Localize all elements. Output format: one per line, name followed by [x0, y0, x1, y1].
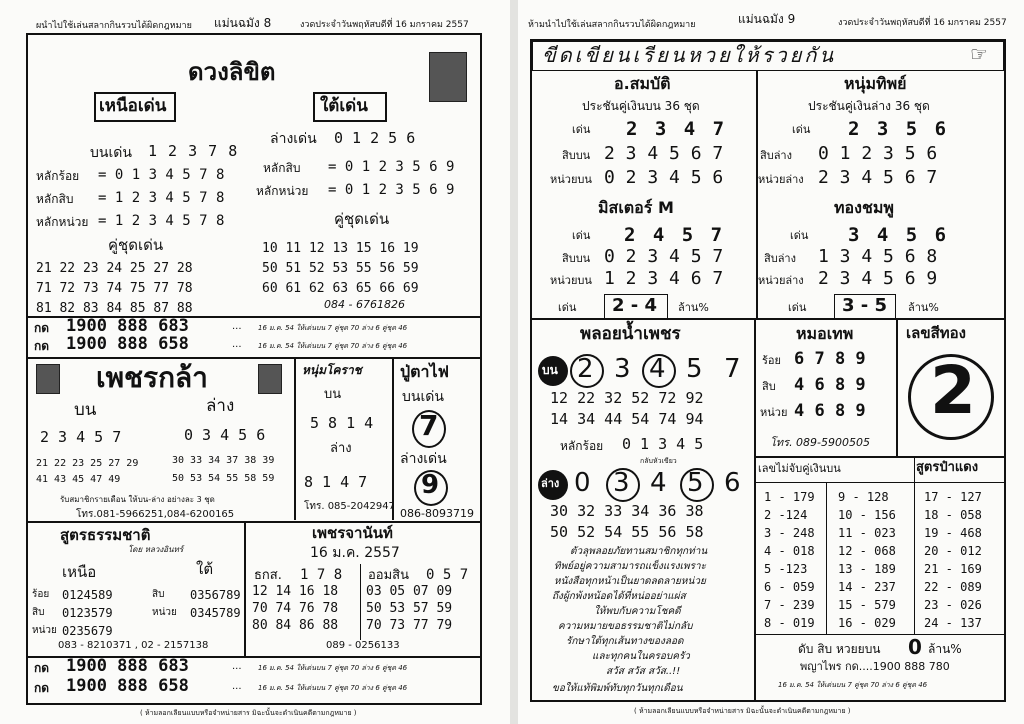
divider [754, 456, 1006, 458]
hom-row-label: หน่วย [760, 406, 788, 419]
sutra-row-label: หน่วย [152, 607, 177, 618]
divider [896, 318, 898, 456]
thip-row-label: หน่วยล่าง [758, 173, 804, 186]
mister-box-value: 2 - 4 [612, 295, 658, 316]
divider [244, 521, 246, 656]
ploy-verse-line: ถึงผู้กพ้งหน้อดได้ที่หน่ออย่าแผ่ส [552, 591, 686, 602]
page-gutter [510, 0, 518, 724]
north-bon-digits: 1 2 3 7 8 [148, 142, 239, 160]
sutra-phone: 083 - 8210371 , 02 - 2157138 [58, 640, 209, 651]
south-pairs-line: 60 61 62 63 65 66 69 [262, 281, 419, 296]
petch-lang-digits: 0 3 4 5 6 [184, 426, 266, 444]
ploy-hundred-digits: 0 1 3 4 5 [622, 435, 704, 453]
ploy-lang-digit: 3 [613, 468, 630, 498]
thip-den-label: เด่น [792, 123, 811, 136]
ploy-bon-digit: 4 [649, 354, 666, 384]
ploy-verse-line: ขอให้แท้พิมพ์ทับทุกวันทุกเดือน [552, 683, 683, 694]
call-prefix: กด [34, 661, 50, 675]
left-page-label: แม่นฉมัง 8 [214, 16, 272, 30]
south-phone: 084 - 6761826 [324, 298, 405, 311]
ploy-bon-pairs: 12 22 32 52 72 92 [550, 389, 704, 407]
pa-item: 23 - 026 [924, 598, 982, 612]
thong-box-value: 3 - 5 [842, 295, 888, 316]
divider [26, 357, 482, 359]
jan-left-label: ธกส. [254, 568, 282, 583]
nomatch-item: 6 - 059 [764, 580, 815, 594]
thip-row-value: 0 1 2 3 5 6 [818, 143, 938, 164]
thong-den-label: เด่น [790, 229, 809, 242]
ploy-bon-digit: 5 [686, 354, 703, 384]
petch-bon-pairs: 21 22 23 25 27 29 [36, 458, 139, 469]
pa-item: 11 - 023 [838, 526, 896, 540]
pa-item: 13 - 189 [838, 562, 896, 576]
petch-note: รับสมาชิกรายเดือน ให้บน-ล่าง อย่างละ 3 ชุด [60, 495, 215, 504]
north-row-label: หลักหน่วย [36, 215, 89, 229]
north-row-value: = 1 2 3 4 5 7 8 [98, 213, 225, 229]
petch-lang-pairs: 50 53 54 55 58 59 [172, 473, 275, 484]
right-note: 16 ม.ค. 54 ให้เด่นบน 7 คู่ชุด 70 ล่าง 6 คู่ชุด 46 [778, 681, 928, 689]
gold-digit: 2 [930, 352, 976, 429]
ploy-verse-line: ให้พบกับความโชคดี [594, 606, 681, 617]
ploy-verse-line: ความหมายขอธรรมชาติไม่กลับ [558, 621, 693, 632]
ploy-lang-digit: 6 [724, 468, 741, 498]
right-header-disclaimer: ห้ามนำไปใช้เล่นสลากกินรวบได้ผิดกฎหมาย [528, 20, 696, 30]
south-row-value: = 0 1 2 3 5 6 9 [328, 159, 455, 175]
divider [754, 634, 1006, 635]
ploy-lang-pairs: 50 52 54 55 56 58 [550, 523, 704, 541]
gold-title: เลขสีทอง [906, 324, 966, 342]
pa-item: 24 - 137 [924, 616, 982, 630]
thong-row-label: หน่วยล่าง [758, 274, 804, 287]
noom-lang-label: ล่าง [330, 441, 352, 456]
pu-lang-label: ล่างเด่น [400, 451, 447, 467]
thong-row-value: 1 3 4 5 6 8 [818, 246, 938, 267]
sutra-row-value: 0235679 [62, 624, 113, 638]
divider [294, 357, 296, 520]
jan-right-pairs: 50 53 57 59 [366, 601, 453, 616]
call-dots: ... [232, 661, 242, 672]
sutra-row-label: ร้อย [32, 589, 50, 600]
sutra-author: โดย หลวงอินทร์ [128, 545, 184, 554]
ploy-lang-pairs: 30 32 33 34 36 38 [550, 502, 704, 520]
call-prefix: กด [34, 321, 50, 335]
pa-item: 18 - 058 [924, 508, 982, 522]
sutra-row-value: 0124589 [62, 588, 113, 602]
dab-text: ดับ สิบ หวยยบน [798, 642, 881, 656]
mister-row-value: 0 2 3 4 5 7 [604, 246, 724, 267]
jan-title: เพชรจานันท์ [312, 524, 393, 542]
left-footer: ( ห้ามลอกเลียนแบบหรือจำหน่ายสาร มิฉะนั้นจะดำเนินคดีตามกฎหมาย ) [140, 709, 357, 717]
dab-unit: ล้าน% [928, 642, 962, 656]
jan-left-pairs: 70 74 76 78 [252, 601, 339, 616]
nomatch-item: 5 -123 [764, 562, 808, 576]
mister-den-digits: 2 4 5 7 [624, 224, 726, 246]
sutra-title: สูตรธรรมชาติ [60, 526, 151, 544]
ploy-verse-line: หนังสือทุกหน้าเป็นยาดลดลายหน่วย [554, 576, 706, 587]
ploy-verse-line: สวัส สวัส สวัส..!! [606, 666, 681, 677]
duang-title: ดวงลิขิต [188, 58, 276, 86]
som-den-label: เด่น [572, 123, 591, 136]
pa-item: 12 - 068 [838, 544, 896, 558]
thip-row-label: สิบล่าง [760, 149, 792, 162]
sutra-row-label: หน่วย [32, 625, 57, 636]
ploy-bon-pairs: 14 34 44 54 74 94 [550, 410, 704, 428]
divider [754, 482, 1006, 483]
right-header-date: งวดประจำวันพฤหัสบดีที่ 16 มกราคม 2557 [838, 18, 1007, 28]
ploy-bon-digit: 7 [724, 354, 741, 384]
pa-item: 22 - 089 [924, 580, 982, 594]
mister-box-label: เด่น [558, 301, 577, 314]
right-page-label: แม่นฉมัง 9 [738, 12, 796, 26]
thip-subtitle: ประชันคู่เงินล่าง 36 ชุด [808, 99, 930, 113]
sutra-south-label: ใต้ [196, 560, 214, 578]
hom-phone: โทร. 089-5900505 [770, 436, 871, 449]
petch-bon-label: บน [74, 400, 97, 420]
nomatch-item: 1 - 179 [764, 490, 815, 504]
pu-title: ปู่ตาไฟ [400, 362, 449, 381]
call-dots: ... [232, 681, 242, 692]
jan-left-pairs: 12 14 16 18 [252, 584, 339, 599]
thong-unit: ล้าน% [908, 301, 939, 314]
gray-corner-mark [36, 364, 60, 394]
divider [530, 318, 1006, 320]
ploy-verse-line: ทิพย์อยู่ความสามารถแข็งแรงเพราะ [554, 561, 707, 572]
pu-phone: 086-8093719 [400, 507, 474, 520]
south-row-label: หลักหน่วย [256, 184, 309, 198]
south-row-label: หลักสิบ [263, 161, 301, 175]
jan-right-digits: 0 5 7 [426, 567, 469, 583]
thong-row-value: 2 3 4 5 6 9 [818, 268, 938, 289]
nomatch-item: 7 - 239 [764, 598, 815, 612]
mister-den-label: เด่น [572, 229, 591, 242]
ploy-lang-digit: 0 [574, 468, 591, 498]
divider [826, 482, 827, 634]
som-den-digits: 2 3 4 7 [626, 118, 728, 140]
pu-bon-label: บนเด่น [402, 389, 444, 405]
south-row-value: = 0 1 2 3 5 6 9 [328, 182, 455, 198]
south-pairs-title: คู่ชุดเด่น [334, 210, 390, 228]
som-title: อ.สมบัติ [614, 74, 671, 93]
dab-digit: 0 [908, 635, 922, 659]
gray-corner-mark [258, 364, 282, 394]
north-pairs-line: 81 82 83 84 85 87 88 [36, 301, 193, 316]
north-row-value: = 1 2 3 4 5 7 8 [98, 190, 225, 206]
hom-row-value: 4 6 8 9 [794, 401, 866, 421]
hom-row-label: สิบ [762, 380, 776, 393]
hom-row-value: 4 6 8 9 [794, 375, 866, 395]
divider [754, 318, 756, 702]
north-pairs-line: 71 72 73 74 75 77 78 [36, 281, 193, 296]
ploy-bon-label: บน [542, 363, 558, 377]
pa-item: 16 - 029 [838, 616, 896, 630]
pa-item: 21 - 169 [924, 562, 982, 576]
call-prefix: กด [34, 681, 50, 695]
call-note: 16 ม.ค. 54 ให้เด่นบน 7 คู่ชุด 70 ล่าง 6 คู่ชุด 46 [258, 664, 408, 672]
hom-row-label: ร้อย [762, 354, 781, 367]
noom-bon-label: บน [324, 387, 342, 402]
pa-item: 15 - 579 [838, 598, 896, 612]
left-page [0, 0, 510, 724]
north-row-value: = 0 1 3 4 5 7 8 [98, 167, 225, 183]
pu-bon-digit: 7 [419, 409, 439, 442]
mister-row-label: หน่วยบน [550, 274, 592, 287]
ploy-bon-digit: 3 [614, 354, 631, 384]
call-number: 1900 888 658 [66, 676, 189, 696]
noom-bon-digits: 5 8 1 4 [310, 414, 374, 432]
petch-bon-pairs: 41 43 45 47 49 [36, 474, 121, 485]
right-footer: ( ห้ามลอกเลียนแบบหรือจำหน่ายสาร มิฉะนั้นจะดำเนินคดีตามกฎหมาย ) [634, 707, 851, 715]
nomatch-item: 2 -124 [764, 508, 808, 522]
petch-bon-digits: 2 3 4 5 7 [40, 428, 122, 446]
nomatch-item: 3 - 248 [764, 526, 815, 540]
pyakrai-line: พญาไพร กด....1900 888 780 [800, 660, 950, 673]
call-number: 1900 888 658 [66, 334, 189, 354]
som-row-label: หน่วยบน [550, 173, 592, 186]
petch-title: เพชรกล้า [96, 361, 208, 394]
jan-right-label: ออมสิน [368, 568, 410, 583]
petch-lang-label: ล่าง [206, 396, 235, 416]
pa-item: 20 - 012 [924, 544, 982, 558]
ploy-lang-digit: 5 [687, 468, 704, 498]
mister-unit: ล้าน% [678, 301, 709, 314]
hand-icon: ☞ [970, 42, 988, 66]
sutra-row-value: 0345789 [190, 606, 241, 620]
sutra-row-label: สิบ [152, 589, 165, 600]
jan-left-digits: 1 7 8 [300, 567, 343, 583]
north-label: เหนือเด่น [99, 96, 167, 116]
call-dots: ... [232, 321, 242, 332]
call-note: 16 ม.ค. 54 ให้เด่นบน 7 คู่ชุด 70 ล่าง 6 คู่ชุด 46 [258, 684, 408, 692]
som-row-value: 2 3 4 5 6 7 [604, 143, 724, 164]
north-pairs-title: คู่ชุดเด่น [108, 236, 164, 254]
jan-right-pairs: 70 73 77 79 [366, 618, 453, 633]
jan-left-pairs: 80 84 86 88 [252, 618, 339, 633]
right-page [518, 0, 1024, 724]
north-bon-label: บนเด่น [90, 145, 132, 161]
ploy-bon-digit: 2 [577, 354, 594, 384]
mister-row-label: สิบบน [562, 252, 591, 265]
mister-row-value: 1 2 3 4 6 7 [604, 268, 724, 289]
divider [360, 564, 361, 640]
thip-row-value: 2 3 4 5 6 7 [818, 167, 938, 188]
ploy-title: พลอยน้ำเพชร [580, 324, 681, 344]
north-pairs-line: 21 22 23 24 25 27 28 [36, 261, 193, 276]
hom-row-value: 6 7 8 9 [794, 349, 866, 369]
noom-lang-digits: 8 1 4 7 [304, 473, 368, 491]
call-prefix: กด [34, 339, 50, 353]
ploy-lang-label: ล่าง [541, 477, 560, 490]
ploy-sub-note: กลับหัวเขียว [640, 457, 677, 465]
som-row-value: 0 2 3 4 5 6 [604, 167, 724, 188]
south-pairs-line: 10 11 12 13 15 16 19 [262, 241, 419, 256]
call-number: 1900 888 683 [66, 316, 189, 336]
pa-item: 10 - 156 [838, 508, 896, 522]
ploy-verse-line: ตัวลุพลอยภัยทานสมาชิกทุกท่าน [570, 546, 708, 557]
south-lang-digits: 0 1 2 5 6 [334, 129, 416, 147]
south-pairs-line: 50 51 52 53 55 56 59 [262, 261, 419, 276]
ploy-verse-line: รักษาใต้ทุกเส้นทางของลอด [566, 636, 684, 647]
som-row-label: สิบบน [562, 149, 591, 162]
thong-box-label: เด่น [788, 301, 807, 314]
mister-title: มิสเตอร์ M [598, 198, 674, 217]
divider [392, 357, 394, 520]
north-row-label: หลักร้อย [36, 169, 80, 183]
gray-corner-mark [429, 52, 467, 102]
pa-item: 14 - 237 [838, 580, 896, 594]
pu-lang-digit: 9 [421, 470, 440, 500]
call-note: 16 ม.ค. 54 ให้เด่นบน 7 คู่ชุด 70 ล่าง 6 คู่ชุด 46 [258, 342, 408, 350]
nomatch-item: 8 - 019 [764, 616, 815, 630]
south-lang-label: ล่างเด่น [270, 131, 317, 147]
jan-phone: 089 - 0256133 [326, 640, 400, 651]
som-subtitle: ประชันคู่เงินบน 36 ชุด [582, 99, 700, 113]
divider [26, 521, 482, 523]
south-label: ใต้เด่น [320, 96, 368, 116]
nomatch-title: เลขไม่จับคู่เงินบน [758, 462, 841, 475]
pa-item: 9 - 128 [838, 490, 889, 504]
left-header-date: งวดประจำวันพฤหัสบดีที่ 16 มกราคม 2557 [300, 20, 469, 30]
noom-title: หนุ่มโคราช [302, 363, 362, 377]
call-dots: ... [232, 339, 242, 350]
ploy-hundred-label: หลักร้อย [560, 439, 604, 453]
thip-den-digits: 2 3 5 6 [848, 118, 950, 140]
ploy-verse-line: และทุกคนในครอบครัว [592, 651, 690, 662]
divider [914, 456, 915, 634]
sutra-row-value: 0123579 [62, 606, 113, 620]
pa-item: 19 - 468 [924, 526, 982, 540]
left-header-disclaimer: ผนำไปใช้เล่นสลากกินรวบได้ผิดกฎหมาย [36, 21, 192, 31]
pa-title: สูตรป๋าแดง [916, 460, 979, 475]
north-row-label: หลักสิบ [36, 192, 74, 206]
sutra-north-label: เหนือ [62, 563, 97, 581]
thong-den-digits: 3 4 5 6 [848, 224, 950, 246]
pa-item: 17 - 127 [924, 490, 982, 504]
nomatch-item: 4 - 018 [764, 544, 815, 558]
petch-phone: โทร.081-5966251,084-6200165 [76, 509, 235, 520]
noom-phone: โทร. 085-2042947 [304, 501, 395, 512]
call-note: 16 ม.ค. 54 ให้เด่นบน 7 คู่ชุด 70 ล่าง 6 คู่ชุด 46 [258, 324, 408, 332]
banner-text: ขีดเขียนเรียนหวยให้รวยกัน [542, 43, 837, 67]
hom-title: หมอเทพ [796, 324, 854, 343]
thong-title: ทองชมพู [834, 198, 894, 217]
ploy-lang-digit: 4 [650, 468, 667, 498]
call-number: 1900 888 683 [66, 656, 189, 676]
thip-title: หนุ่มทิพย์ [844, 74, 907, 93]
thong-row-label: สิบล่าง [764, 252, 796, 265]
sutra-row-value: 0356789 [190, 588, 241, 602]
jan-date: 16 ม.ค. 2557 [310, 545, 400, 561]
sutra-row-label: สิบ [32, 607, 45, 618]
jan-right-pairs: 03 05 07 09 [366, 584, 453, 599]
petch-lang-pairs: 30 33 34 37 38 39 [172, 455, 275, 466]
